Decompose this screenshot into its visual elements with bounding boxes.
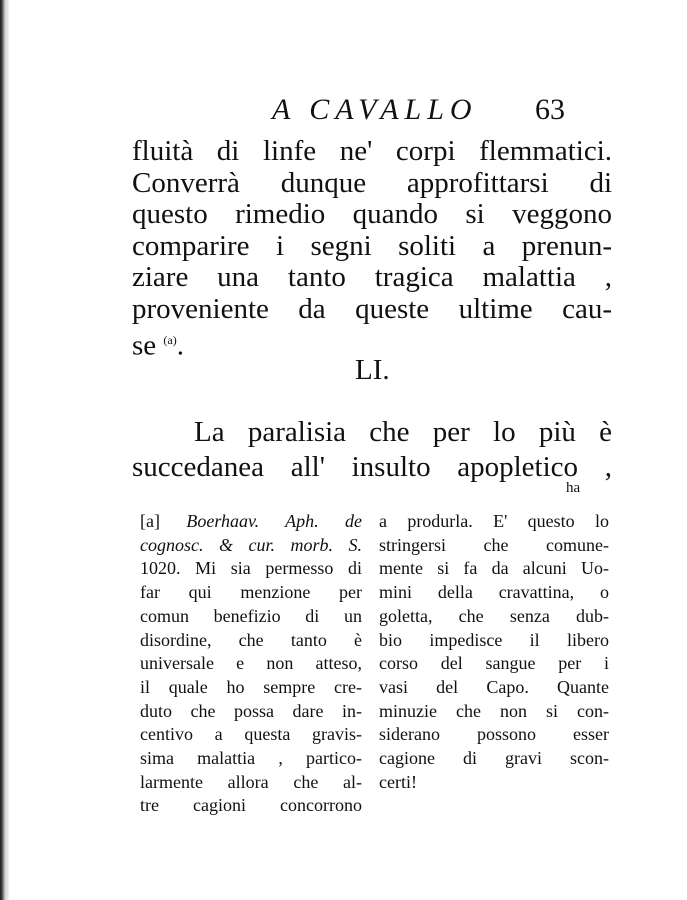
footnote-line: disordine, che tanto è [140, 629, 362, 650]
footnote-column-left [140, 510, 362, 818]
page-header [0, 93, 687, 137]
footnote-line: siderano possono esser [379, 724, 609, 745]
footnote-line: minuzie che non si con- [379, 700, 609, 721]
footnote-line [140, 510, 362, 534]
text-line: fluità di linfe ne' corpi flemmatici. [132, 135, 612, 167]
page-number: 63 [535, 93, 565, 126]
footnote-line: tre cagioni concorrono [140, 795, 362, 816]
text-line: comparire i segni soliti a prenun- [132, 229, 612, 262]
text-line: Converrà dunque approfittarsi di [132, 166, 612, 199]
footnote-line: a produrla. E' questo lo [379, 511, 609, 531]
text-line: La paralisia che per lo più è [194, 416, 612, 448]
text-line: succedanea all' insulto apopletico , [132, 451, 612, 483]
text-fragment: se [132, 329, 157, 362]
footnote-line: stringersi che comune- [379, 534, 609, 555]
footnote-line: cagione di gravi scon- [379, 748, 609, 769]
footnote-column-right [379, 510, 609, 794]
footnote-line: il quale ho sempre cre- [140, 676, 362, 697]
footnote-line [140, 557, 362, 581]
footnote-line: centivo a questa gravis- [140, 724, 362, 745]
citation-text: cognosc. & cur. morb. S. [140, 534, 362, 555]
citation-text: Boerhaav. Aph. de [186, 511, 362, 531]
footnote-line: sima malattia , partico- [140, 748, 362, 769]
text-line: ziare una tanto tragica malattia , [132, 261, 612, 293]
text-line: questo rimedio quando si veggono [132, 198, 612, 230]
citation-number: 1020. [140, 558, 181, 579]
paragraph-continued [132, 136, 612, 362]
section-heading: LI. [355, 354, 390, 386]
footnote-line: duto che possa dare in- [140, 700, 362, 721]
footnote-line: goletta, che senza dub- [379, 605, 609, 626]
footnote-line: mente si fa da alcuni Uo- [379, 558, 609, 579]
catchword: ha [566, 480, 581, 496]
footnote-line: corso del sangue per i [379, 653, 609, 674]
footnote-line: universale e non atteso, [140, 653, 362, 674]
footnote-line: larmente allora che al- [140, 771, 362, 792]
footnote-line: vasi del Capo. Quante [379, 676, 609, 697]
footnote-line: far qui menzione per [140, 582, 362, 603]
footnote-line: mini della cravattina, o [379, 582, 609, 603]
footnote-text: Mi sia permesso di [195, 558, 362, 579]
footnote-line: certi! [379, 771, 417, 792]
footnote-marker: (a) [163, 333, 177, 347]
footnote-line: bio impedisce il libero [379, 629, 609, 650]
paragraph-section-li [132, 415, 612, 485]
text-line: proveniente da queste ultime cau- [132, 292, 612, 325]
sentence-end-period: . [176, 329, 184, 362]
footnote-line: comun benefizio di un [140, 605, 362, 626]
footnote-ref-mark: [a] [140, 511, 160, 531]
running-title: A CAVALLO [272, 93, 478, 126]
